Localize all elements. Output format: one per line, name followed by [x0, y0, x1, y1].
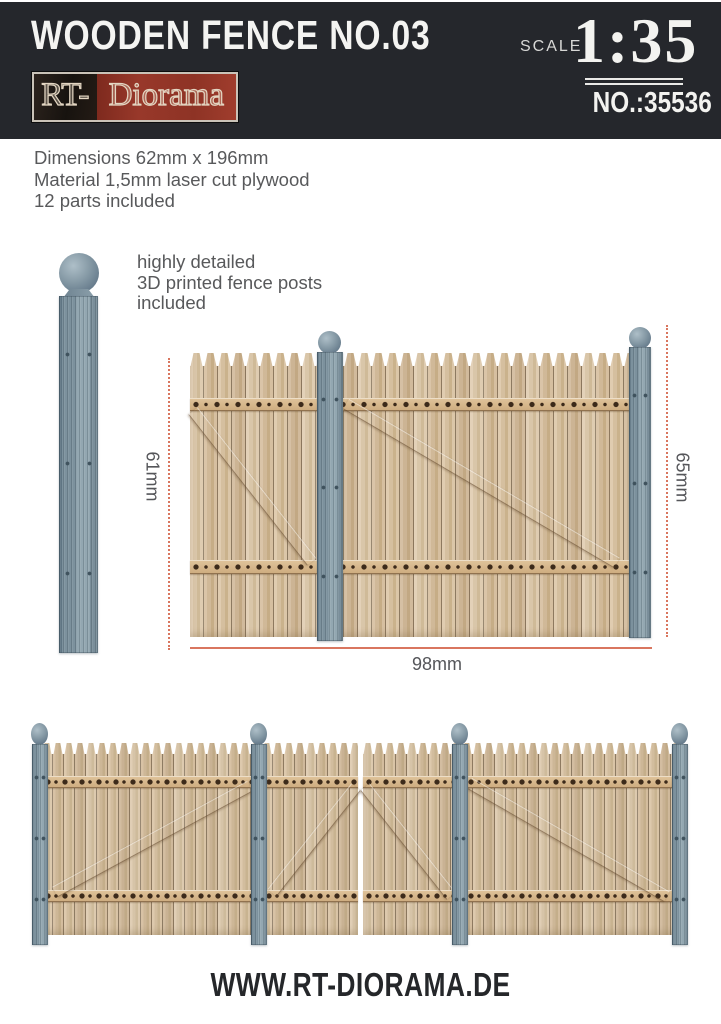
feature-line-2: 3D printed fence posts — [137, 271, 323, 293]
dimension-line-right — [666, 325, 668, 637]
brand-logo-right — [97, 74, 236, 120]
brand-name: Diorama — [108, 77, 225, 113]
post-4-shaft — [672, 744, 688, 945]
feature-line-3: included — [137, 292, 206, 313]
post-ball-finial — [59, 253, 99, 293]
bottom-rail-right — [363, 890, 680, 902]
fence-bottom-rail — [190, 560, 650, 574]
brand-prefix: RT- — [41, 77, 90, 113]
website-url: WWW.RT-DIORAMA.DE — [210, 966, 511, 1003]
top-rail-right — [363, 776, 680, 788]
dimension-label-right: 65mm — [672, 452, 693, 503]
bottom-rail-left — [42, 890, 358, 902]
scale-divider-top — [585, 78, 683, 80]
top-rail-left — [42, 776, 358, 788]
dimension-label-bottom: 98mm — [411, 654, 462, 674]
product-title: WOODEN FENCE NO.03 — [31, 12, 431, 58]
spec-parts: 12 parts included — [34, 190, 175, 211]
brand-logo — [32, 72, 238, 122]
specs-text — [34, 147, 310, 212]
post-1-ball — [31, 723, 48, 745]
post-3-shaft — [452, 744, 468, 945]
right-post-shaft — [629, 347, 651, 638]
center-post-shaft — [317, 352, 343, 641]
feature-line-1: highly detailed — [137, 251, 256, 272]
post-feature-text — [137, 252, 322, 314]
header — [0, 2, 721, 139]
post-shaft — [59, 296, 98, 653]
dimension-label-left: 61mm — [142, 451, 163, 502]
post-2-shaft — [251, 744, 267, 945]
product-number: NO.:35536 — [592, 87, 712, 119]
brand-logo-left — [34, 74, 97, 120]
fence-top-rail — [190, 398, 650, 411]
post-2-ball — [250, 723, 267, 745]
center-post-ball — [318, 331, 341, 354]
post-4-ball — [671, 723, 688, 745]
scale-divider-bottom — [585, 83, 683, 85]
scale-label: SCALE — [520, 38, 583, 55]
right-post-ball — [629, 327, 651, 349]
dimension-line-bottom — [190, 647, 652, 649]
post-1-shaft — [32, 744, 48, 945]
post-3-ball — [451, 723, 468, 745]
scale-value: 1:35 — [573, 5, 699, 76]
spec-material: Material 1,5mm laser cut plywood — [34, 168, 310, 190]
dimension-line-left — [168, 358, 170, 650]
spec-dimensions: Dimensions 62mm x 196mm — [34, 147, 269, 168]
